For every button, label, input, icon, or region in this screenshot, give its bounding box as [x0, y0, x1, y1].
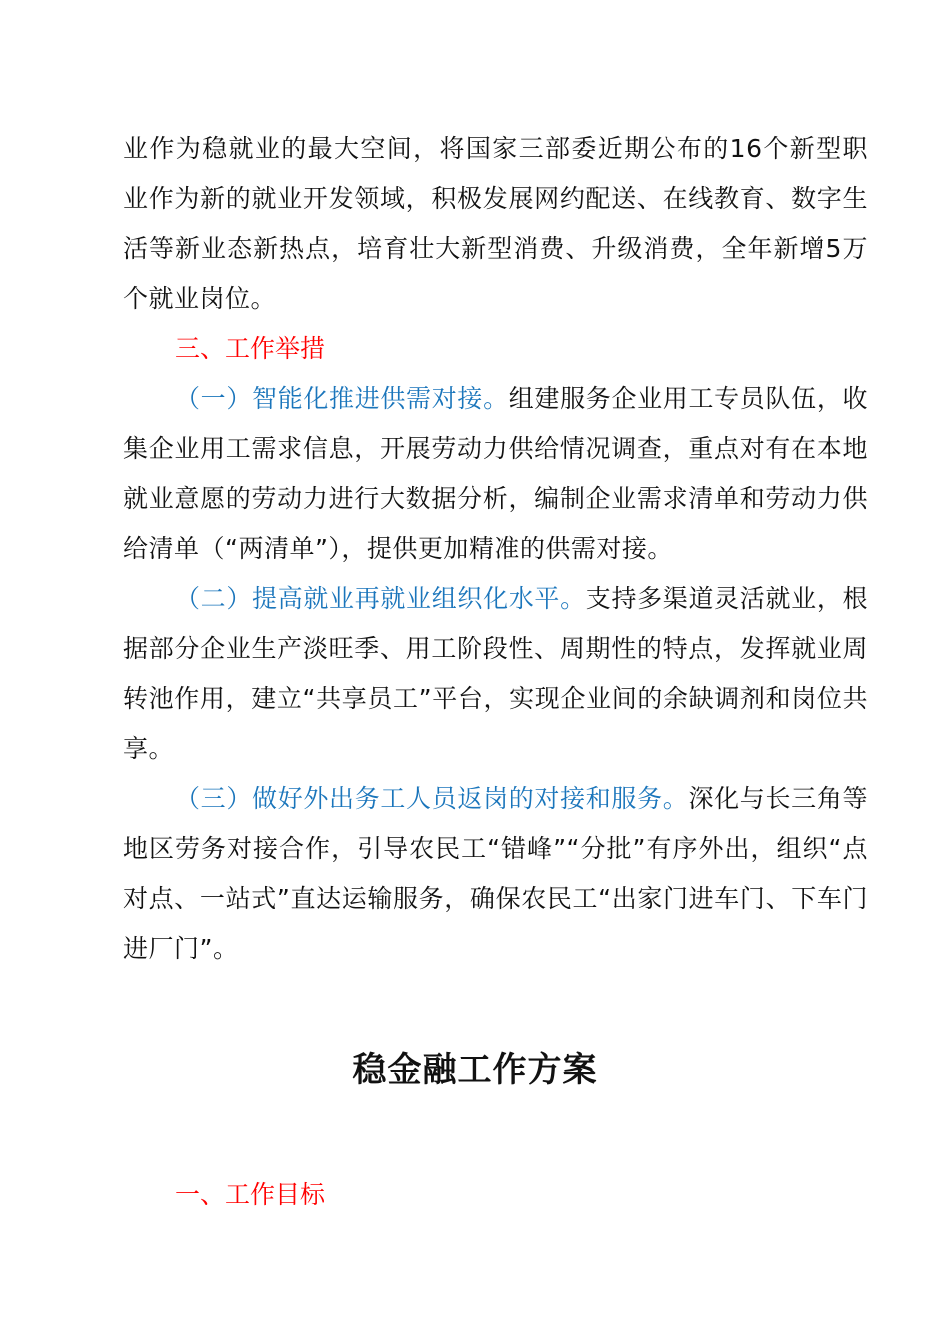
measure-lead-1: （一）智能化推进供需对接。 — [175, 384, 509, 413]
measure-paragraph-1 — [123, 374, 868, 574]
measure-lead-2: （二）提高就业再就业组织化水平。 — [175, 584, 586, 613]
measure-body-1: 组建服务企业用工专员队伍，收集企业用工需求信息，开展劳动力供给情况调查，重点对有在本地就业意愿的劳动力进行大数据分析，编制企业需求清单和劳动力供给清单（“两清单”），提供更加精准的供需对接。 — [123, 384, 868, 563]
measure-paragraph-3 — [123, 774, 868, 974]
document-title: 稳金融工作方案 — [352, 1050, 598, 1090]
measure-lead-3: （三）做好外出务工人员返岗的对接和服务。 — [175, 784, 689, 813]
continuation-paragraph: 业作为稳就业的最大空间，将国家三部委近期公布的16个新型职业作为新的就业开发领域，积极发展网约配送、在线教育、数字生活等新业态新热点，培育壮大新型消费、升级消费，全年新增5万个就业岗位。 — [123, 134, 868, 313]
measure-body-3: 深化与长三角等地区劳务对接合作，引导农民工“错峰”“分批”有序外出，组织“点对点、一站式”直达运输服务，确保农民工“出家门进车门、下车门进厂门”。 — [123, 784, 868, 963]
measure-body-2: 支持多渠道灵活就业，根据部分企业生产淡旺季、用工阶段性、周期性的特点，发挥就业周转池作用，建立“共享员工”平台，实现企业间的余缺调剂和岗位共享。 — [123, 584, 868, 763]
measure-paragraph-2 — [123, 574, 868, 774]
section-heading-goals: 一、工作目标 — [175, 1180, 326, 1209]
section-heading-measures: 三、工作举措 — [175, 334, 326, 363]
